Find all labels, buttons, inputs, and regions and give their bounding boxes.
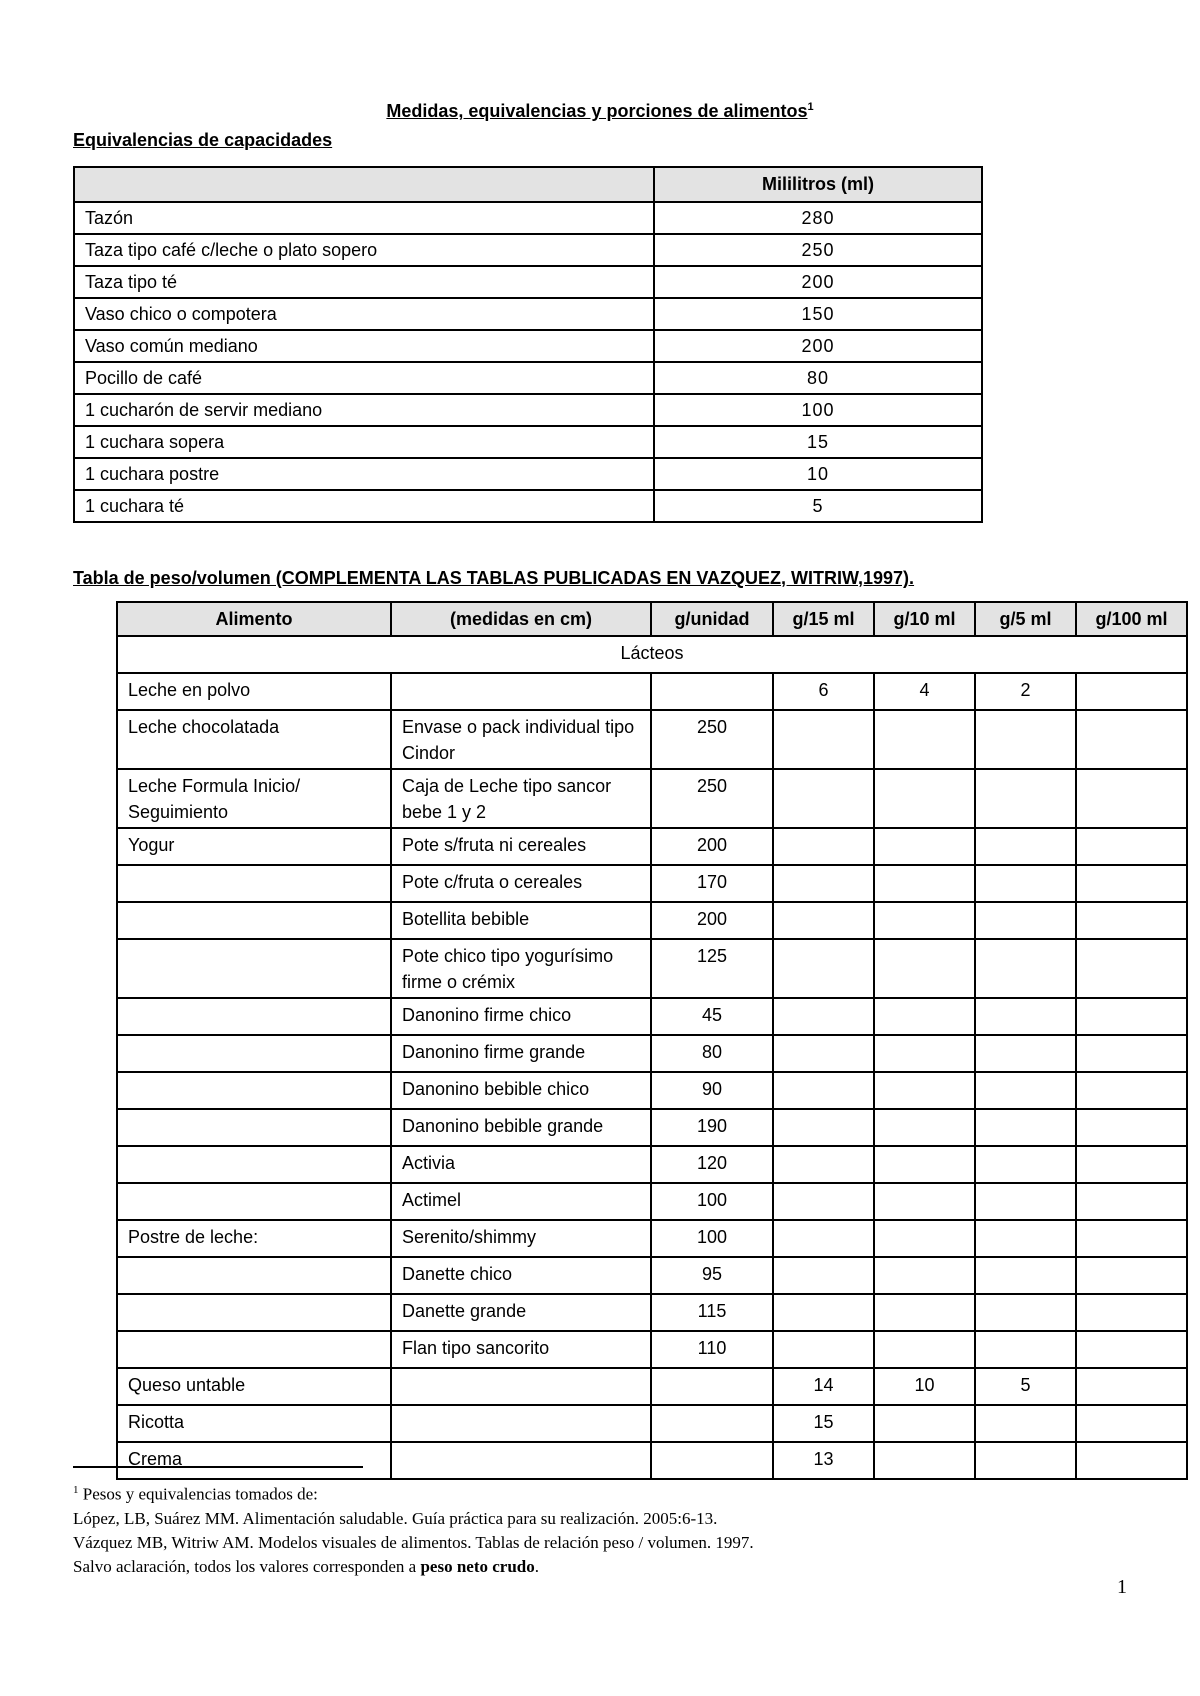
g-per-10ml-cell: [874, 939, 975, 998]
capacity-ml-cell: 200: [654, 266, 982, 298]
g-per-100ml-cell: [1076, 1405, 1187, 1442]
g-per-15ml-cell: 13: [773, 1442, 874, 1479]
g-per-10ml-cell: [874, 769, 975, 828]
footnote-marker: 1: [73, 1484, 79, 1496]
g-per-5ml-cell: [975, 902, 1076, 939]
g-per-10ml-cell: [874, 1405, 975, 1442]
g-per-100ml-cell: [1076, 769, 1187, 828]
food-measure-cell: Serenito/shimmy: [391, 1220, 651, 1257]
footnote-line: [73, 1555, 754, 1579]
footnote-line: [73, 1478, 754, 1507]
g-per-15ml-cell: [773, 1109, 874, 1146]
capacities-row: [74, 298, 982, 330]
food-name-cell: Leche en polvo: [117, 673, 391, 710]
g-per-100ml-cell: [1076, 998, 1187, 1035]
footnote-ref: 1: [807, 101, 814, 113]
capacities-row: [74, 234, 982, 266]
g-per-unit-cell: [651, 1442, 773, 1479]
g-per-10ml-cell: [874, 1183, 975, 1220]
g-per-5ml-cell: 5: [975, 1368, 1076, 1405]
g-per-5ml-cell: [975, 939, 1076, 998]
g-per-unit-cell: 110: [651, 1331, 773, 1368]
page-number: 1: [1117, 1576, 1127, 1598]
weights-header-cell: g/15 ml: [773, 602, 874, 636]
g-per-10ml-cell: [874, 710, 975, 769]
food-measure-cell: [391, 1405, 651, 1442]
g-per-5ml-cell: [975, 1405, 1076, 1442]
g-per-unit-cell: 170: [651, 865, 773, 902]
capacities-row: [74, 266, 982, 298]
g-per-15ml-cell: [773, 828, 874, 865]
g-per-5ml-cell: [975, 1072, 1076, 1109]
g-per-10ml-cell: [874, 1072, 975, 1109]
capacities-row: [74, 362, 982, 394]
table-row: [117, 939, 1187, 998]
g-per-100ml-cell: [1076, 1072, 1187, 1109]
food-measure-cell: Danette grande: [391, 1294, 651, 1331]
weights-header-cell: (medidas en cm): [391, 602, 651, 636]
g-per-100ml-cell: [1076, 1257, 1187, 1294]
g-per-unit-cell: 200: [651, 828, 773, 865]
g-per-10ml-cell: [874, 1146, 975, 1183]
g-per-5ml-cell: 2: [975, 673, 1076, 710]
capacity-measure-cell: Tazón: [74, 202, 654, 234]
g-per-10ml-cell: [874, 1331, 975, 1368]
capacity-measure-cell: Vaso común mediano: [74, 330, 654, 362]
g-per-15ml-cell: [773, 1257, 874, 1294]
g-per-10ml-cell: [874, 865, 975, 902]
g-per-15ml-cell: [773, 1220, 874, 1257]
g-per-5ml-cell: [975, 1442, 1076, 1479]
food-measure-cell: Danonino firme chico: [391, 998, 651, 1035]
g-per-5ml-cell: [975, 828, 1076, 865]
table-row: [117, 1183, 1187, 1220]
table-row: [117, 1072, 1187, 1109]
footnote-line: López, LB, Suárez MM. Alimentación saludable. Guía práctica para su realización. 2005:6-13.: [73, 1508, 718, 1528]
capacity-ml-cell: 100: [654, 394, 982, 426]
footnotes: [73, 1478, 754, 1579]
capacity-ml-cell: 150: [654, 298, 982, 330]
g-per-15ml-cell: 15: [773, 1405, 874, 1442]
food-name-cell: [117, 1072, 391, 1109]
g-per-unit-cell: 250: [651, 710, 773, 769]
table-row: [117, 769, 1187, 828]
food-name-cell: Queso untable: [117, 1368, 391, 1405]
page-title: [0, 101, 1200, 122]
g-per-100ml-cell: [1076, 1109, 1187, 1146]
weights-header-cell: g/10 ml: [874, 602, 975, 636]
g-per-unit-cell: 200: [651, 902, 773, 939]
g-per-15ml-cell: 6: [773, 673, 874, 710]
food-measure-cell: Danonino bebible grande: [391, 1109, 651, 1146]
food-measure-cell: [391, 1368, 651, 1405]
table-row: [117, 998, 1187, 1035]
table-row: [117, 1368, 1187, 1405]
g-per-unit-cell: 100: [651, 1220, 773, 1257]
g-per-unit-cell: 250: [651, 769, 773, 828]
weights-table: [116, 601, 1188, 1480]
table-row: [117, 1146, 1187, 1183]
g-per-100ml-cell: [1076, 673, 1187, 710]
g-per-5ml-cell: [975, 1331, 1076, 1368]
table-row: [117, 673, 1187, 710]
table-row: [117, 1442, 1187, 1479]
capacity-measure-cell: Pocillo de café: [74, 362, 654, 394]
footnote-divider: [73, 1466, 363, 1468]
g-per-unit-cell: 115: [651, 1294, 773, 1331]
g-per-5ml-cell: [975, 769, 1076, 828]
capacities-row: [74, 458, 982, 490]
capacity-ml-cell: 200: [654, 330, 982, 362]
table-row: [117, 1035, 1187, 1072]
table-row: [117, 710, 1187, 769]
g-per-100ml-cell: [1076, 1220, 1187, 1257]
capacity-measure-cell: Taza tipo té: [74, 266, 654, 298]
g-per-15ml-cell: [773, 769, 874, 828]
g-per-5ml-cell: [975, 865, 1076, 902]
g-per-100ml-cell: [1076, 902, 1187, 939]
g-per-unit-cell: 125: [651, 939, 773, 998]
g-per-100ml-cell: [1076, 710, 1187, 769]
g-per-5ml-cell: [975, 710, 1076, 769]
food-name-cell: [117, 1257, 391, 1294]
g-per-15ml-cell: [773, 1331, 874, 1368]
g-per-15ml-cell: [773, 865, 874, 902]
capacities-row: [74, 394, 982, 426]
g-per-100ml-cell: [1076, 1146, 1187, 1183]
food-name-cell: Crema: [117, 1442, 391, 1479]
capacity-ml-cell: 5: [654, 490, 982, 522]
capacity-ml-cell: 80: [654, 362, 982, 394]
g-per-10ml-cell: 4: [874, 673, 975, 710]
food-name-cell: [117, 1035, 391, 1072]
capacity-measure-cell: Taza tipo café c/leche o plato sopero: [74, 234, 654, 266]
g-per-5ml-cell: [975, 998, 1076, 1035]
g-per-5ml-cell: [975, 1109, 1076, 1146]
g-per-15ml-cell: 14: [773, 1368, 874, 1405]
food-measure-cell: Danette chico: [391, 1257, 651, 1294]
capacity-measure-cell: 1 cuchara té: [74, 490, 654, 522]
table-row: [117, 865, 1187, 902]
capacity-ml-cell: 280: [654, 202, 982, 234]
g-per-unit-cell: 100: [651, 1183, 773, 1220]
food-measure-cell: Pote s/fruta ni cereales: [391, 828, 651, 865]
table-row: [117, 828, 1187, 865]
food-measure-cell: Activia: [391, 1146, 651, 1183]
food-name-cell: [117, 902, 391, 939]
capacities-header-cell: [74, 167, 654, 202]
table-row: [117, 1294, 1187, 1331]
food-name-cell: [117, 1109, 391, 1146]
table-row: [117, 1220, 1187, 1257]
g-per-unit-cell: 95: [651, 1257, 773, 1294]
food-name-cell: [117, 865, 391, 902]
food-name-cell: Yogur: [117, 828, 391, 865]
food-measure-cell: Botellita bebible: [391, 902, 651, 939]
footnote-text: Pesos y equivalencias tomados de:: [82, 1484, 318, 1504]
g-per-15ml-cell: [773, 998, 874, 1035]
weights-header-cell: g/unidad: [651, 602, 773, 636]
food-name-cell: [117, 1146, 391, 1183]
capacity-measure-cell: 1 cuchara sopera: [74, 426, 654, 458]
g-per-15ml-cell: [773, 1035, 874, 1072]
g-per-5ml-cell: [975, 1220, 1076, 1257]
g-per-15ml-cell: [773, 1294, 874, 1331]
food-measure-cell: Danonino firme grande: [391, 1035, 651, 1072]
weights-header-cell: Alimento: [117, 602, 391, 636]
capacity-ml-cell: 15: [654, 426, 982, 458]
food-measure-cell: Danonino bebible chico: [391, 1072, 651, 1109]
food-measure-cell: Flan tipo sancorito: [391, 1331, 651, 1368]
g-per-10ml-cell: [874, 902, 975, 939]
g-per-15ml-cell: [773, 902, 874, 939]
food-name-cell: [117, 1331, 391, 1368]
food-name-cell: [117, 1183, 391, 1220]
food-name-cell: [117, 1294, 391, 1331]
g-per-5ml-cell: [975, 1146, 1076, 1183]
weights-header-cell: g/100 ml: [1076, 602, 1187, 636]
capacities-section-title: Equivalencias de capacidades: [73, 130, 333, 150]
g-per-100ml-cell: [1076, 865, 1187, 902]
capacities-header-row: [74, 167, 982, 202]
weights-header-row: [117, 602, 1187, 636]
capacities-row: [74, 426, 982, 458]
weights-header-cell: g/5 ml: [975, 602, 1076, 636]
capacity-measure-cell: 1 cucharón de servir mediano: [74, 394, 654, 426]
footnote-line: Vázquez MB, Witriw AM. Modelos visuales de alimentos. Tablas de relación peso / volumen. 1997.: [73, 1532, 754, 1552]
capacities-table: [73, 166, 983, 523]
food-name-cell: [117, 939, 391, 998]
g-per-15ml-cell: [773, 1183, 874, 1220]
g-per-100ml-cell: [1076, 1442, 1187, 1479]
g-per-100ml-cell: [1076, 1331, 1187, 1368]
g-per-5ml-cell: [975, 1294, 1076, 1331]
capacity-ml-cell: 250: [654, 234, 982, 266]
page-title-text: Medidas, equivalencias y porciones de alimentos: [386, 101, 808, 121]
capacity-ml-cell: 10: [654, 458, 982, 490]
g-per-unit-cell: [651, 1405, 773, 1442]
g-per-10ml-cell: [874, 1220, 975, 1257]
g-per-100ml-cell: [1076, 828, 1187, 865]
food-measure-cell: Actimel: [391, 1183, 651, 1220]
capacities-row: [74, 202, 982, 234]
food-measure-cell: [391, 1442, 651, 1479]
g-per-5ml-cell: [975, 1183, 1076, 1220]
g-per-10ml-cell: [874, 828, 975, 865]
g-per-unit-cell: 45: [651, 998, 773, 1035]
g-per-100ml-cell: [1076, 1183, 1187, 1220]
g-per-100ml-cell: [1076, 1368, 1187, 1405]
capacities-row: [74, 330, 982, 362]
category-cell: Lácteos: [117, 636, 1187, 673]
g-per-5ml-cell: [975, 1035, 1076, 1072]
g-per-15ml-cell: [773, 939, 874, 998]
g-per-10ml-cell: [874, 1109, 975, 1146]
g-per-10ml-cell: [874, 1035, 975, 1072]
food-measure-cell: [391, 673, 651, 710]
table-row: [117, 1109, 1187, 1146]
table-row: [117, 1405, 1187, 1442]
g-per-unit-cell: 190: [651, 1109, 773, 1146]
g-per-100ml-cell: [1076, 1294, 1187, 1331]
food-name-cell: Leche Formula Inicio/ Seguimiento: [117, 769, 391, 828]
food-name-cell: Ricotta: [117, 1405, 391, 1442]
capacity-measure-cell: 1 cuchara postre: [74, 458, 654, 490]
g-per-100ml-cell: [1076, 939, 1187, 998]
category-row: [117, 636, 1187, 673]
food-measure-cell: Pote chico tipo yogurísimo firme o crémix: [391, 939, 651, 998]
g-per-10ml-cell: [874, 998, 975, 1035]
food-name-cell: Leche chocolatada: [117, 710, 391, 769]
capacity-measure-cell: Vaso chico o compotera: [74, 298, 654, 330]
g-per-15ml-cell: [773, 710, 874, 769]
g-per-15ml-cell: [773, 1146, 874, 1183]
capacities-row: [74, 490, 982, 522]
table-row: [117, 1331, 1187, 1368]
g-per-unit-cell: 80: [651, 1035, 773, 1072]
g-per-5ml-cell: [975, 1257, 1076, 1294]
g-per-unit-cell: [651, 673, 773, 710]
footnote-text: Salvo aclaración, todos los valores corresponden a: [73, 1556, 421, 1576]
g-per-10ml-cell: [874, 1442, 975, 1479]
footnote-text: .: [534, 1556, 539, 1576]
weights-section-title: Tabla de peso/volumen (COMPLEMENTA LAS TABLAS PUBLICADAS EN VAZQUEZ, WITRIW,1997).: [73, 568, 915, 588]
food-measure-cell: Caja de Leche tipo sancor bebe 1 y 2: [391, 769, 651, 828]
food-name-cell: Postre de leche:: [117, 1220, 391, 1257]
food-measure-cell: Pote c/fruta o cereales: [391, 865, 651, 902]
table-row: [117, 1257, 1187, 1294]
footnote-bold-text: peso neto crudo: [420, 1556, 535, 1576]
g-per-10ml-cell: 10: [874, 1368, 975, 1405]
food-name-cell: [117, 998, 391, 1035]
capacities-header-cell: Mililitros (ml): [654, 167, 982, 202]
table-row: [117, 902, 1187, 939]
g-per-unit-cell: 90: [651, 1072, 773, 1109]
g-per-10ml-cell: [874, 1257, 975, 1294]
food-measure-cell: Envase o pack individual tipo Cindor: [391, 710, 651, 769]
g-per-10ml-cell: [874, 1294, 975, 1331]
g-per-100ml-cell: [1076, 1035, 1187, 1072]
g-per-15ml-cell: [773, 1072, 874, 1109]
g-per-unit-cell: 120: [651, 1146, 773, 1183]
g-per-unit-cell: [651, 1368, 773, 1405]
